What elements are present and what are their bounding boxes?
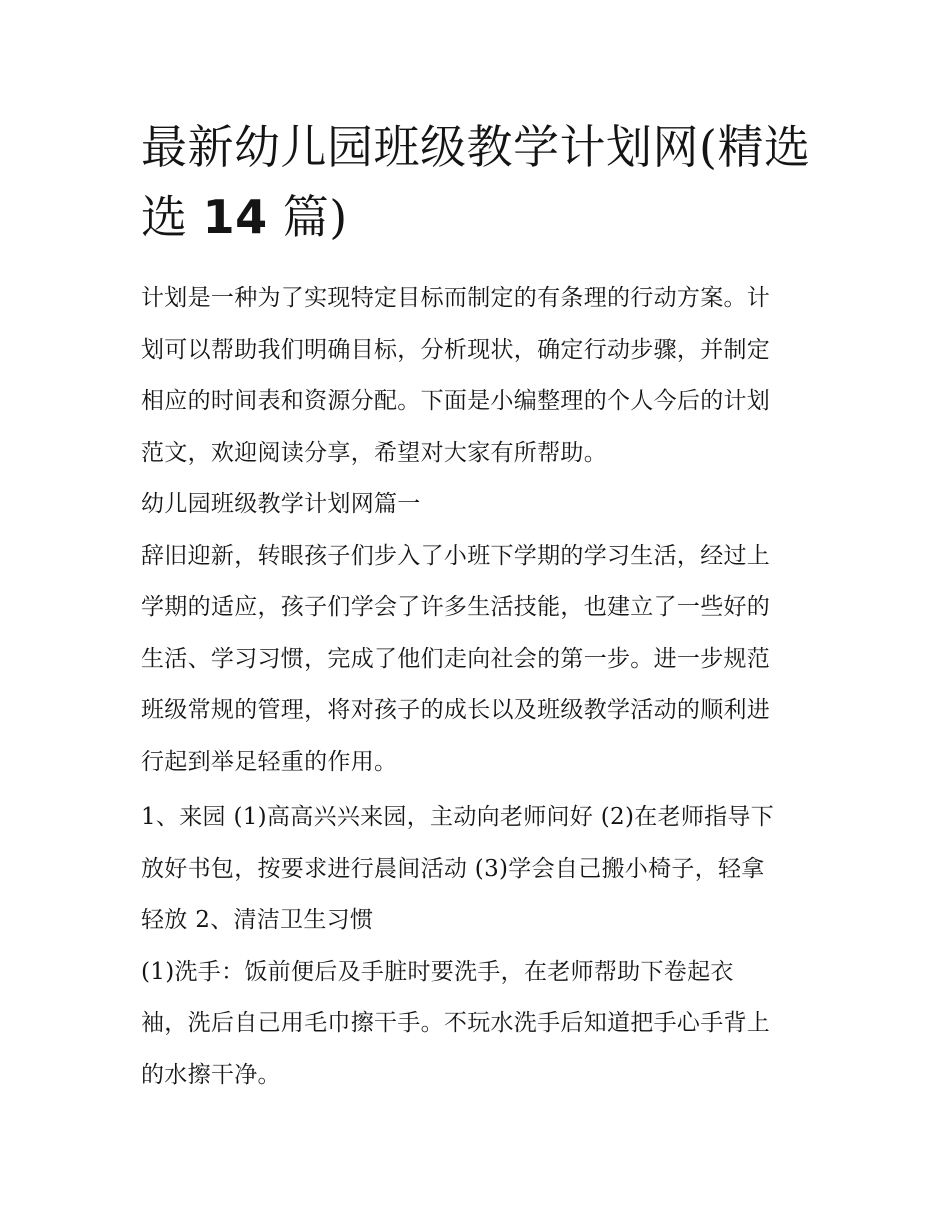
list-line: (1)洗手：饭前便后及手脏时要洗手，在老师帮助下卷起衣 (141, 958, 734, 985)
intro-line: 相应的时间表和资源分配。下面是小编整理的个人今后的计划 (141, 388, 771, 414)
list-line: 的水擦干净。 (141, 1061, 281, 1088)
list-line: 轻放 2、清洁卫生习惯 (141, 907, 374, 933)
body-line: 学期的适应，孩子们学会了许多生活技能，也建立了一些好的 (141, 594, 771, 620)
list-line: 袖，洗后自己用毛巾擦干手。不玩水洗手后知道把手心手背上 (141, 1010, 771, 1036)
body-line: 班级常规的管理，将对孩子的成长以及班级教学活动的顺利进 (141, 697, 771, 723)
title-second-line: 选 14 篇) (141, 190, 348, 244)
title-suffix: 篇) (282, 190, 348, 244)
section-heading: 幼儿园班级教学计划网篇一 (141, 491, 421, 517)
list-line: 放好书包，按要求进行晨间活动 (3)学会自己搬小椅子，轻拿 (141, 855, 765, 882)
intro-line: 范文，欢迎阅读分享，希望对大家有所帮助。 (141, 439, 607, 466)
intro-paragraph (141, 273, 813, 479)
habit-list (141, 792, 813, 1101)
document-page (141, 112, 813, 1101)
body-paragraph (141, 531, 813, 789)
page-title (141, 112, 813, 252)
body-line: 生活、学习习惯，完成了他们走向社会的第一步。进一步规范 (141, 645, 771, 672)
list-line: 1、来园 (1)高高兴兴来园，主动向老师问好 (2)在老师指导下 (141, 804, 775, 830)
body-line: 辞旧迎新，转眼孩子们步入了小班下学期的学习生活，经过上 (141, 542, 771, 569)
body-line: 行起到举足轻重的作用。 (141, 748, 398, 775)
intro-line: 划可以帮助我们明确目标，分析现状，确定行动步骤，并制定 (141, 336, 771, 363)
title-number: 14 (202, 190, 268, 244)
title-prefix: 最新幼儿园班级教学计划网(精选 (141, 120, 811, 174)
intro-line: 计划是一种为了实现特定目标而制定的有条理的行动方案。计 (141, 285, 771, 311)
